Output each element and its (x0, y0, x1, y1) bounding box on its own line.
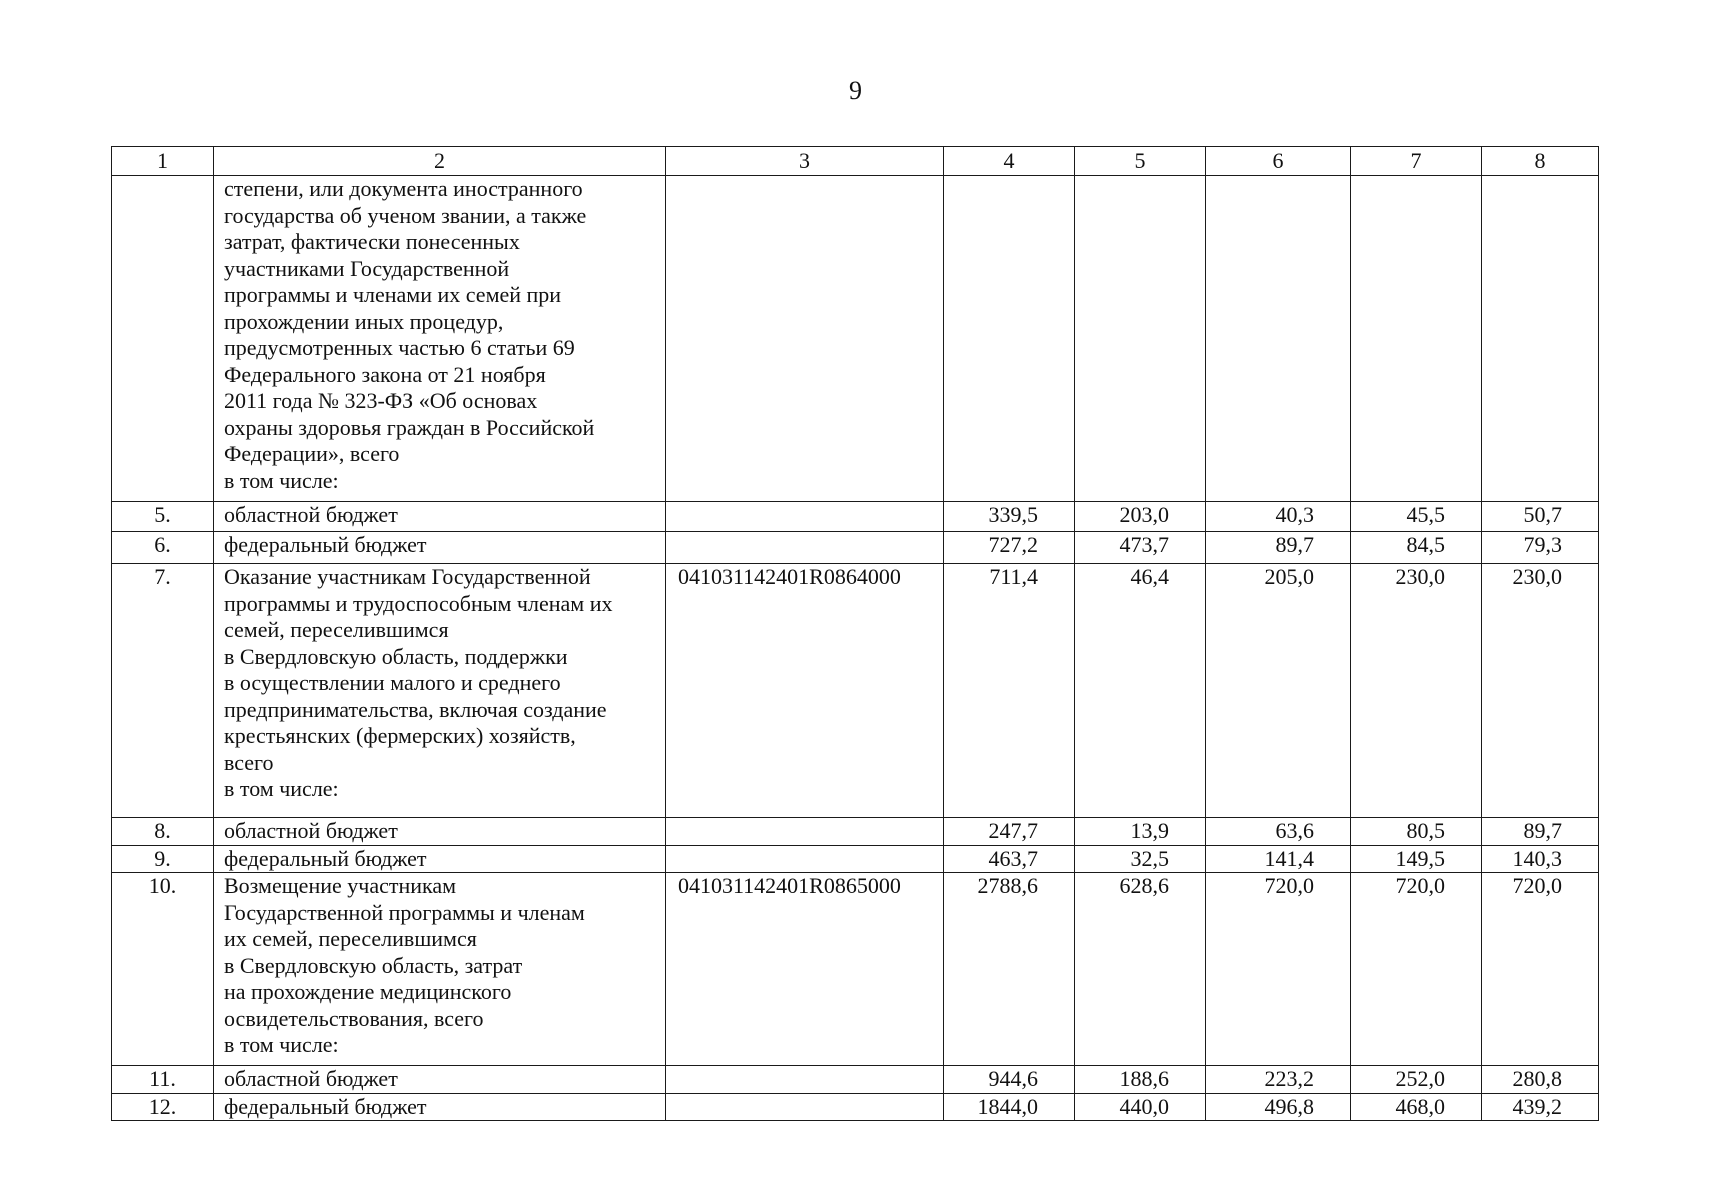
table-row (112, 1093, 1599, 1121)
value-col-7: 468,0 (1351, 1093, 1482, 1121)
value-col-8: 720,0 (1482, 873, 1599, 1066)
value-col-6: 89,7 (1206, 532, 1351, 564)
value-col-6: 720,0 (1206, 873, 1351, 1066)
description-line: в том числе: (224, 776, 339, 801)
description-line: 2011 года № 323-ФЗ «Об основах (224, 388, 538, 413)
description-line: прохождении иных процедур, (224, 308, 504, 334)
table-row (112, 532, 1599, 564)
value-col-5: 32,5 (1075, 845, 1206, 873)
budget-code: 041031142401R0865000 (666, 873, 944, 1066)
value-col-7: 252,0 (1351, 1066, 1482, 1094)
row-description (214, 502, 666, 532)
header-col-5: 5 (1075, 147, 1206, 176)
value-col-7: 80,5 (1351, 818, 1482, 846)
header-col-6: 6 (1206, 147, 1351, 176)
description-line: в Свердловскую область, поддержки (224, 643, 568, 669)
description-line: крестьянских (фермерских) хозяйств, (224, 723, 576, 748)
table-row (112, 1066, 1599, 1094)
description-line: предпринимательства, включая создание (224, 696, 607, 722)
header-col-1: 1 (112, 147, 214, 176)
row-description (214, 1093, 666, 1121)
value-col-5 (1075, 176, 1206, 502)
header-col-7: 7 (1351, 147, 1482, 176)
row-number: 10. (112, 873, 214, 1066)
description-line: в том числе: (224, 1032, 339, 1057)
value-col-6 (1206, 176, 1351, 502)
value-col-5: 203,0 (1075, 502, 1206, 532)
value-col-4: 711,4 (944, 564, 1075, 818)
description-line: их семей, переселившимся (224, 926, 477, 951)
value-col-8: 79,3 (1482, 532, 1599, 564)
value-col-6: 223,2 (1206, 1066, 1351, 1094)
description-line: Федерации», всего (224, 441, 400, 466)
description-line: федеральный бюджет (224, 845, 427, 871)
description-line: областной бюджет (224, 818, 398, 843)
budget-code (666, 1066, 944, 1094)
row-description (214, 1066, 666, 1094)
value-col-7: 230,0 (1351, 564, 1482, 818)
value-col-5: 628,6 (1075, 873, 1206, 1066)
description-line: на прохождение медицинского (224, 979, 512, 1004)
budget-code (666, 176, 944, 502)
table-row (112, 502, 1599, 532)
value-col-6: 496,8 (1206, 1093, 1351, 1121)
value-col-6: 205,0 (1206, 564, 1351, 818)
row-description (214, 818, 666, 846)
value-col-8: 50,7 (1482, 502, 1599, 532)
value-col-5: 473,7 (1075, 532, 1206, 564)
header-col-3: 3 (666, 147, 944, 176)
description-line: освидетельствования, всего (224, 1005, 484, 1031)
description-line: в том числе: (224, 467, 339, 493)
budget-code (666, 502, 944, 532)
description-line: в осуществлении малого и среднего (224, 670, 561, 695)
value-col-8: 280,8 (1482, 1066, 1599, 1094)
description-line: предусмотренных частью 6 статьи 69 (224, 335, 575, 360)
budget-code (666, 818, 944, 846)
row-description (214, 564, 666, 818)
value-col-5: 440,0 (1075, 1093, 1206, 1121)
value-col-4: 1844,0 (944, 1093, 1075, 1121)
budget-code: 041031142401R0864000 (666, 564, 944, 818)
value-col-6: 40,3 (1206, 502, 1351, 532)
value-col-5: 188,6 (1075, 1066, 1206, 1094)
value-col-4: 339,5 (944, 502, 1075, 532)
value-col-6: 141,4 (1206, 845, 1351, 873)
value-col-5: 13,9 (1075, 818, 1206, 846)
table-row (112, 818, 1599, 846)
budget-table (111, 146, 1599, 1121)
row-description (214, 176, 666, 502)
value-col-4: 727,2 (944, 532, 1075, 564)
value-col-8: 230,0 (1482, 564, 1599, 818)
description-line: программы и трудоспособным членам их (224, 590, 613, 616)
row-number: 11. (112, 1066, 214, 1094)
row-description (214, 532, 666, 564)
budget-code (666, 532, 944, 564)
value-col-7: 720,0 (1351, 873, 1482, 1066)
row-number: 9. (112, 845, 214, 873)
description-line: затрат, фактически понесенных (224, 229, 520, 254)
value-col-8: 140,3 (1482, 845, 1599, 873)
value-col-4 (944, 176, 1075, 502)
budget-code (666, 845, 944, 873)
description-line: охраны здоровья граждан в Российской (224, 414, 595, 440)
description-line: степени, или документа иностранного (224, 176, 583, 201)
description-line: Оказание участникам Государственной (224, 564, 591, 589)
description-line: федеральный бюджет (224, 532, 427, 557)
table-row (112, 564, 1599, 818)
table-body (112, 176, 1599, 1121)
row-description (214, 873, 666, 1066)
value-col-8: 89,7 (1482, 818, 1599, 846)
description-line: Государственной программы и членам (224, 899, 585, 925)
page-number: 9 (849, 76, 862, 105)
value-col-5: 46,4 (1075, 564, 1206, 818)
description-line: федеральный бюджет (224, 1093, 427, 1119)
value-col-7: 45,5 (1351, 502, 1482, 532)
row-number: 8. (112, 818, 214, 846)
value-col-8 (1482, 176, 1599, 502)
row-description (214, 845, 666, 873)
value-col-8: 439,2 (1482, 1093, 1599, 1121)
value-col-7 (1351, 176, 1482, 502)
description-line: программы и членами их семей при (224, 282, 562, 307)
header-col-8: 8 (1482, 147, 1599, 176)
value-col-4: 2788,6 (944, 873, 1075, 1066)
description-line: в Свердловскую область, затрат (224, 952, 523, 978)
row-number: 7. (112, 564, 214, 818)
value-col-7: 84,5 (1351, 532, 1482, 564)
value-col-6: 63,6 (1206, 818, 1351, 846)
row-number: 12. (112, 1093, 214, 1121)
description-line: всего (224, 749, 274, 775)
description-line: областной бюджет (224, 1066, 398, 1091)
table-header (112, 147, 1599, 176)
budget-code (666, 1093, 944, 1121)
header-col-2: 2 (214, 147, 666, 176)
description-line: Возмещение участникам (224, 873, 457, 898)
description-line: участниками Государственной (224, 255, 510, 281)
description-line: государства об ученом звании, а также (224, 202, 587, 228)
value-col-4: 463,7 (944, 845, 1075, 873)
row-number: 5. (112, 502, 214, 532)
table-row (112, 176, 1599, 502)
table-row (112, 873, 1599, 1066)
description-line: областной бюджет (224, 502, 398, 527)
table-row (112, 845, 1599, 873)
description-line: Федерального закона от 21 ноября (224, 361, 546, 387)
header-col-4: 4 (944, 147, 1075, 176)
row-number (112, 176, 214, 502)
description-line: семей, переселившимся (224, 617, 449, 642)
value-col-4: 247,7 (944, 818, 1075, 846)
value-col-4: 944,6 (944, 1066, 1075, 1094)
row-number: 6. (112, 532, 214, 564)
value-col-7: 149,5 (1351, 845, 1482, 873)
header-row (112, 147, 1599, 176)
